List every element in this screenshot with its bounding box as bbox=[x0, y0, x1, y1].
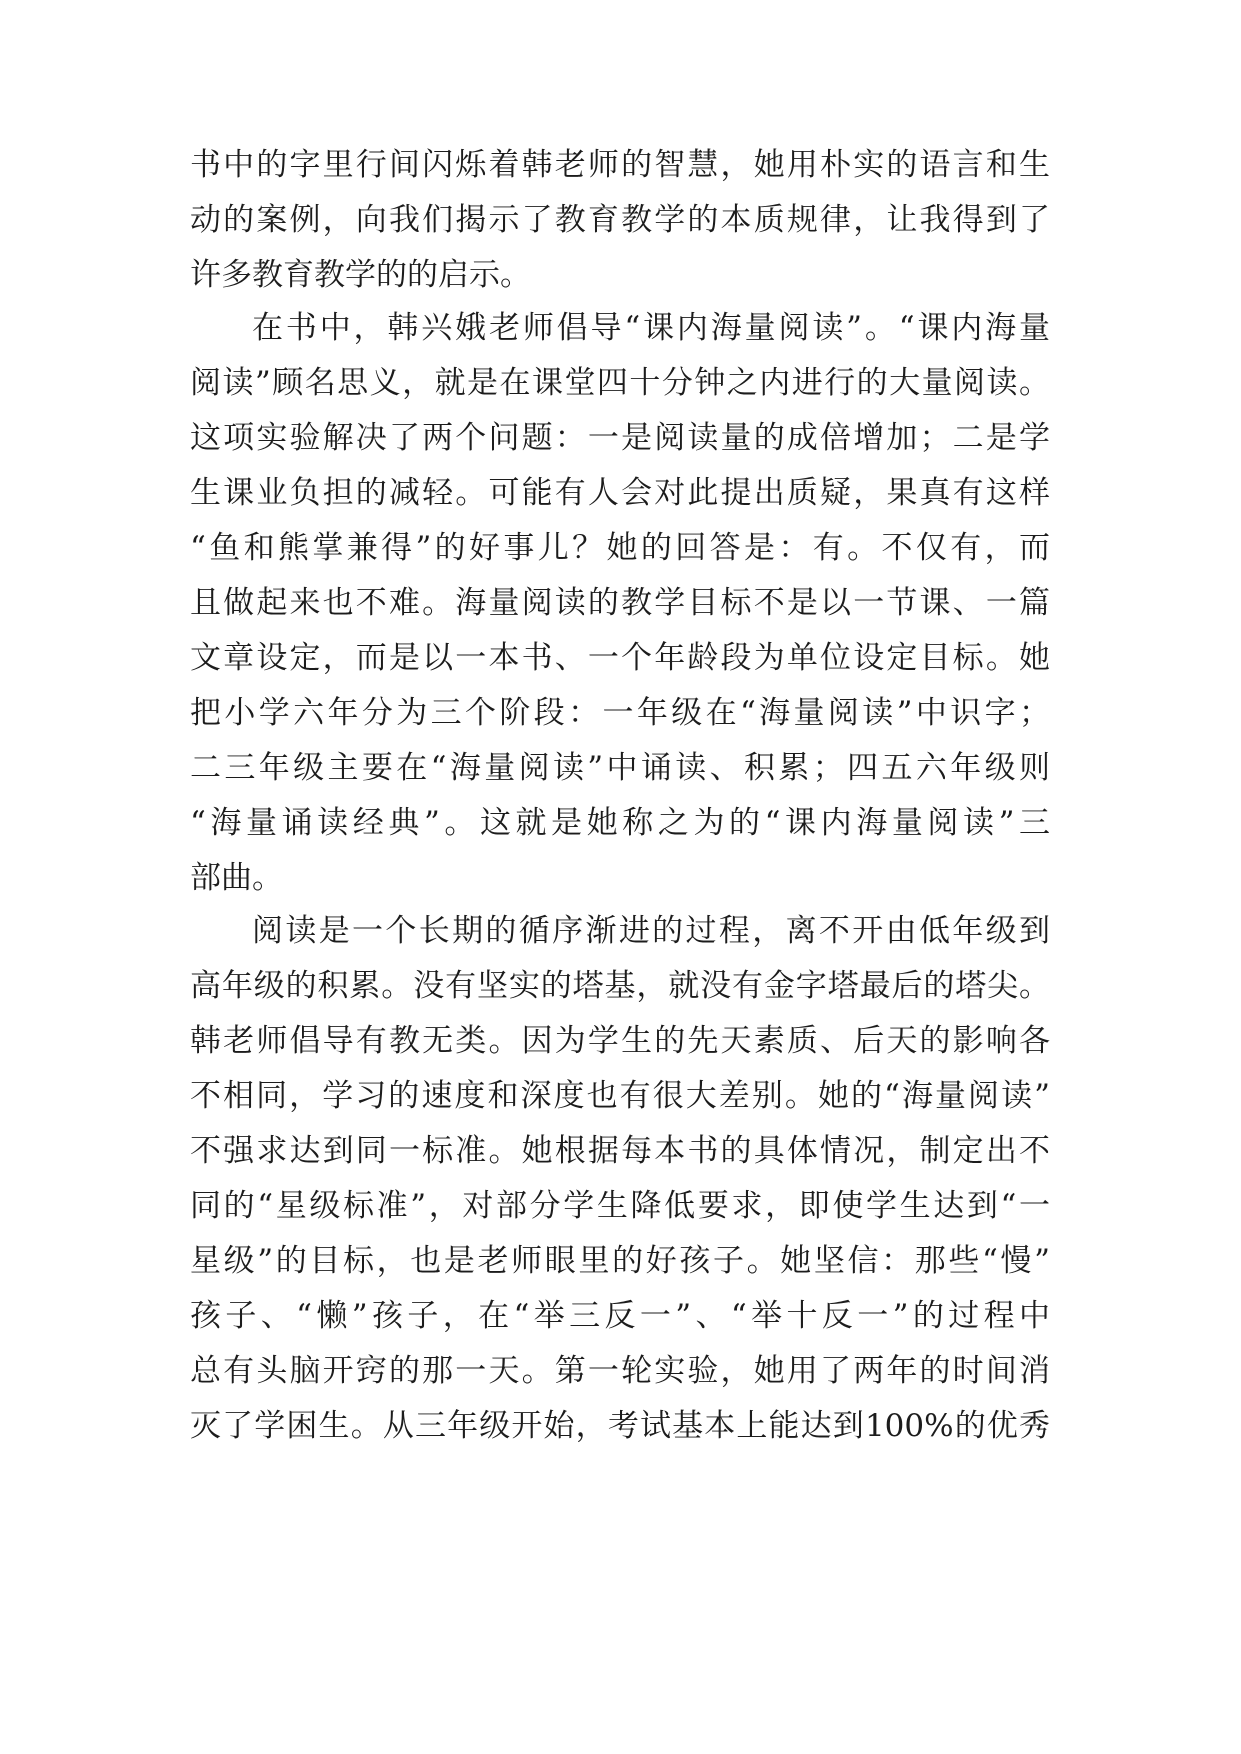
paragraph-2-line-9: 二三年级主要在“海量阅读”中诵读、积累；四五六年级则 bbox=[190, 750, 1050, 786]
paragraph-1-line-2: 动的案例，向我们揭示了教育教学的本质规律，让我得到了 bbox=[190, 202, 1050, 238]
paragraph-3-line-2: 高年级的积累。没有坚实的塔基，就没有金字塔最后的塔尖。 bbox=[190, 968, 1050, 1004]
paragraph-3-line-8: 孩子、“懒”孩子，在“举三反一”、“举十反一”的过程中 bbox=[190, 1298, 1050, 1334]
paragraph-1-line-3: 许多教育教学的的启示。 bbox=[190, 257, 531, 293]
paragraph-2-line-8: 把小学六年分为三个阶段：一年级在“海量阅读”中识字； bbox=[190, 695, 1050, 731]
paragraph-3-line-3: 韩老师倡导有教无类。因为学生的先天素质、后天的影响各 bbox=[190, 1023, 1050, 1059]
paragraph-3-line-10: 灭了学困生。从三年级开始，考试基本上能达到100%的优秀 bbox=[190, 1408, 1050, 1444]
paragraph-2-line-6: 且做起来也不难。海量阅读的教学目标不是以一节课、一篇 bbox=[190, 585, 1050, 621]
paragraph-3-line-7: 星级”的目标，也是老师眼里的好孩子。她坚信：那些“慢” bbox=[190, 1243, 1050, 1279]
paragraph-2-line-10: “海量诵读经典”。这就是她称之为的“课内海量阅读”三 bbox=[190, 805, 1050, 841]
paragraph-3-line-6: 同的“星级标准”，对部分学生降低要求，即使学生达到“一 bbox=[190, 1188, 1050, 1224]
paragraph-2-line-11: 部曲。 bbox=[190, 860, 283, 896]
paragraph-3-line-1: 阅读是一个长期的循序渐进的过程，离不开由低年级到 bbox=[252, 913, 1050, 949]
paragraph-3-line-9: 总有头脑开窍的那一天。第一轮实验，她用了两年的时间消 bbox=[190, 1353, 1050, 1389]
paragraph-2-line-1: 在书中，韩兴娥老师倡导“课内海量阅读”。“课内海量 bbox=[252, 310, 1050, 346]
paragraph-2-line-2: 阅读”顾名思义，就是在课堂四十分钟之内进行的大量阅读。 bbox=[190, 365, 1050, 401]
paragraph-2-line-4: 生课业负担的减轻。可能有人会对此提出质疑，果真有这样 bbox=[190, 475, 1050, 511]
paragraph-3-line-4: 不相同，学习的速度和深度也有很大差别。她的“海量阅读” bbox=[190, 1078, 1050, 1114]
paragraph-2-line-3: 这项实验解决了两个问题：一是阅读量的成倍增加；二是学 bbox=[190, 420, 1050, 456]
paragraph-2-line-5: “鱼和熊掌兼得”的好事儿？她的回答是：有。不仅有，而 bbox=[190, 530, 1050, 566]
paragraph-1-line-1: 书中的字里行间闪烁着韩老师的智慧，她用朴实的语言和生 bbox=[190, 147, 1050, 183]
paragraph-3-line-5: 不强求达到同一标准。她根据每本书的具体情况，制定出不 bbox=[190, 1133, 1050, 1169]
paragraph-2-line-7: 文章设定，而是以一本书、一个年龄段为单位设定目标。她 bbox=[190, 640, 1050, 676]
